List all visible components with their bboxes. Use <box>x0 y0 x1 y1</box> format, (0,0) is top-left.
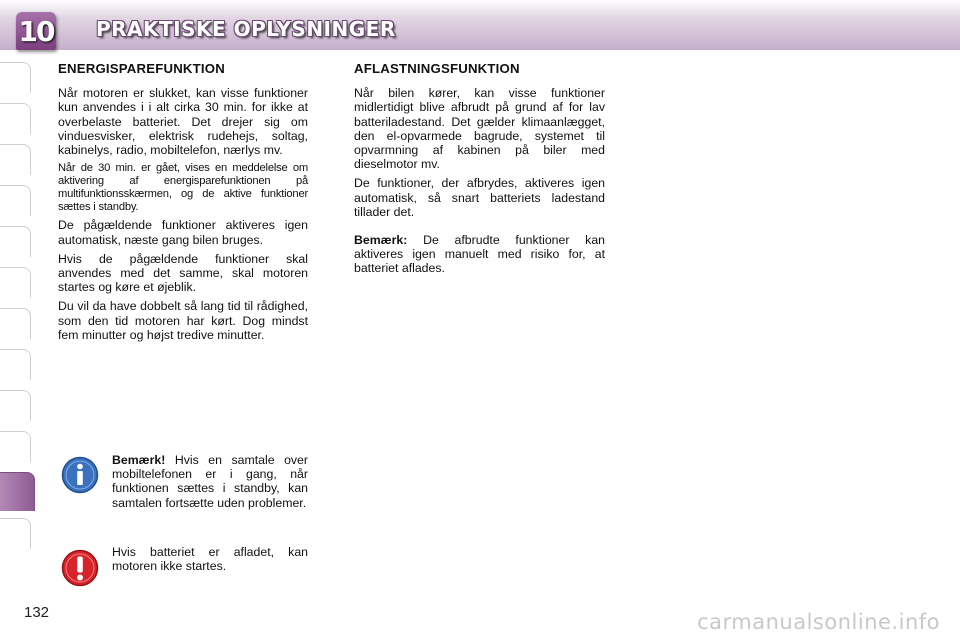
chapter-tab[interactable] <box>0 103 31 134</box>
paragraph: De pågældende funktioner aktiveres igen automatisk, næste gang bilen bruges. <box>58 218 308 247</box>
chapter-tab[interactable] <box>0 518 31 549</box>
paragraph: Du vil da have dobbelt så lang tid til rådighed, som den tid motoren har kørt. Dog mindst fem minutter og højst tredive minutter. <box>58 299 308 342</box>
paragraph: Når de 30 min. er gået, vises en meddelelse om aktivering af energisparefunktionen på multifunktionsskærmen, og de aktive funktioner sættes i standby. <box>58 162 308 213</box>
chapter-tab[interactable] <box>0 390 31 421</box>
note-label: Bemærk: <box>354 233 408 248</box>
warning-note: Hvis batteriet er afladet, kan motoren ikke startes. <box>112 545 308 574</box>
warning-icon <box>61 549 99 592</box>
paragraph: Hvis de pågældende funktioner skal anvendes med det samme, skal motoren startes og køre et øjeblik. <box>58 251 308 295</box>
chapter-tab[interactable] <box>0 62 31 93</box>
note-label: Bemærk! <box>112 453 166 467</box>
chapter-badge <box>16 12 56 50</box>
chapter-tab-strip <box>0 62 32 578</box>
note-paragraph <box>354 233 605 276</box>
section-heading: AFLASTNINGSFUNKTION <box>354 61 520 76</box>
page-number: 132 <box>24 604 50 621</box>
chapter-tab[interactable] <box>0 349 31 380</box>
header-bar <box>0 0 960 50</box>
chapter-number: 10 <box>18 14 54 48</box>
chapter-tab[interactable] <box>0 308 31 339</box>
note-text: De afbrudte funktioner kan aktiveres igen manuelt med risiko for, at batteriet aflades. <box>354 233 606 276</box>
note-text: Hvis en samtale over mobiltelefonen er i gang, når funktionen sættes i standby, kan samtalen fortsætte uden problemer. <box>112 453 308 510</box>
info-icon <box>61 456 99 499</box>
chapter-tab[interactable] <box>0 144 31 175</box>
section-heading: ENERGISPAREFUNKTION <box>58 61 225 76</box>
paragraph: De funktioner, der afbrydes, aktiveres igen automatisk, så snart batteriets ladestand tillader det. <box>354 176 605 219</box>
load-shedding-section <box>354 62 605 281</box>
chapter-tab[interactable] <box>0 267 31 298</box>
page-title: PRAKTISKE OPLYSNINGER <box>96 17 396 41</box>
chapter-tab[interactable] <box>0 431 31 462</box>
paragraph: Når motoren er slukket, kan visse funktioner kun anvendes i i alt cirka 30 min. for ikke at overbelaste batteriet. Det drejer sig om vinduesvisker, elektrisk rudehejs, soltag, kabinelys, radio, mobiltelefon, nærlys mv. <box>58 86 308 158</box>
info-note <box>112 453 308 510</box>
energy-saving-section <box>58 62 308 347</box>
chapter-tab[interactable] <box>0 185 31 216</box>
chapter-tab-active[interactable] <box>0 472 35 511</box>
watermark: carmanualsonline.info <box>697 610 940 634</box>
chapter-tab[interactable] <box>0 226 31 257</box>
paragraph: Når bilen kører, kan visse funktioner midlertidigt blive afbrudt på grund af for lav batteriladestand. Det gælder klimaanlægget, den el-opvarmede bagrude, systemet til opvarmning af kabinen på biler med dieselmotor mv. <box>354 86 605 172</box>
